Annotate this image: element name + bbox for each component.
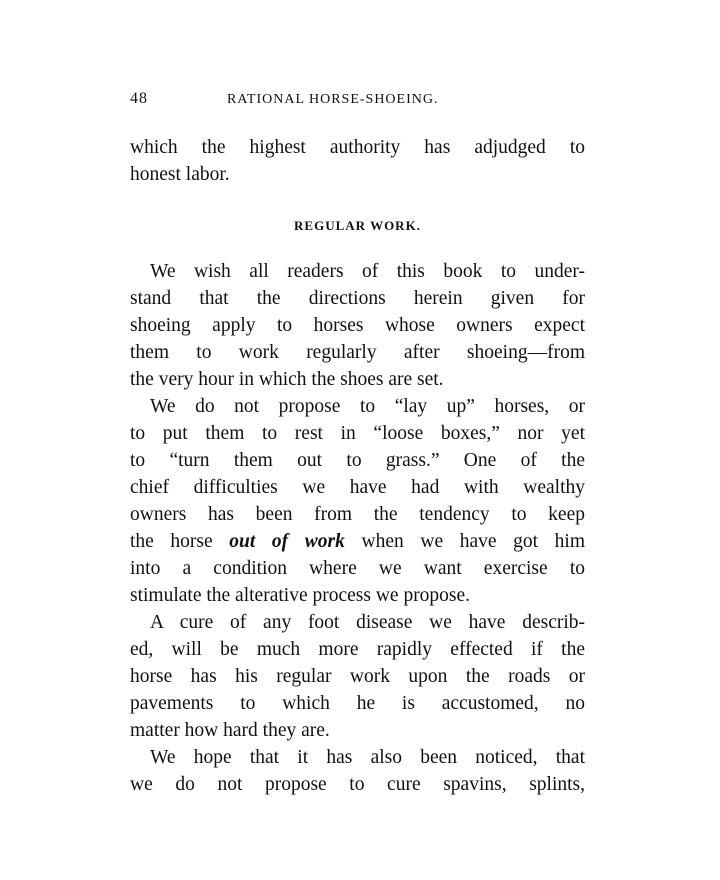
page-number: 48	[130, 90, 148, 107]
text-line: we do not propose to cure spavins, splints,	[130, 774, 585, 795]
text-line: We wish all readers of this book to under-	[150, 261, 585, 282]
line-segment: the horse	[130, 531, 230, 552]
text-line: to put them to rest in “loose boxes,” nor yet	[130, 423, 585, 444]
text-line: chief difficulties we have had with wealthy	[130, 477, 585, 498]
text-line: owners has been from the tendency to keep	[130, 504, 585, 525]
text-line: horse has his regular work upon the roads or	[130, 666, 585, 687]
text-line: shoeing apply to horses whose owners expect	[130, 315, 585, 336]
italic-emphasis: out of work	[229, 531, 345, 552]
paragraph-3	[130, 609, 585, 744]
paragraph-4	[130, 744, 585, 798]
section-heading: REGULAR WORK.	[294, 218, 421, 233]
text-line-emphasis	[130, 528, 585, 555]
text-line: them to work regularly after shoeing—from	[130, 342, 585, 363]
running-title: RATIONAL HORSE-SHOEING.	[227, 92, 439, 107]
text-line: We do not propose to “lay up” horses, or	[150, 396, 585, 417]
text-line: matter how hard they are.	[130, 720, 330, 741]
text-line: stimulate the alterative process we propose.	[130, 585, 471, 606]
text-line: A cure of any foot disease we have describ-	[150, 612, 585, 633]
paragraph-2	[130, 393, 585, 609]
text-line: pavements to which he is accustomed, no	[130, 693, 585, 714]
text-line: the very hour in which the shoes are set.	[130, 369, 444, 390]
line-segment: when we have got him	[344, 531, 586, 552]
paragraph-1	[130, 258, 585, 393]
text-line: to “turn them out to grass.” One of the	[130, 450, 585, 471]
text-line: which the highest authority has adjudged to	[130, 137, 585, 158]
text-line: stand that the directions herein given for	[130, 288, 585, 309]
text-line: ed, will be much more rapidly effected if the	[130, 639, 585, 660]
text-line: honest labor.	[130, 164, 230, 185]
page-header	[130, 90, 590, 114]
text-line: into a condition where we want exercise to	[130, 558, 585, 579]
text-line: We hope that it has also been noticed, that	[150, 747, 585, 768]
carryover-text	[130, 134, 585, 188]
